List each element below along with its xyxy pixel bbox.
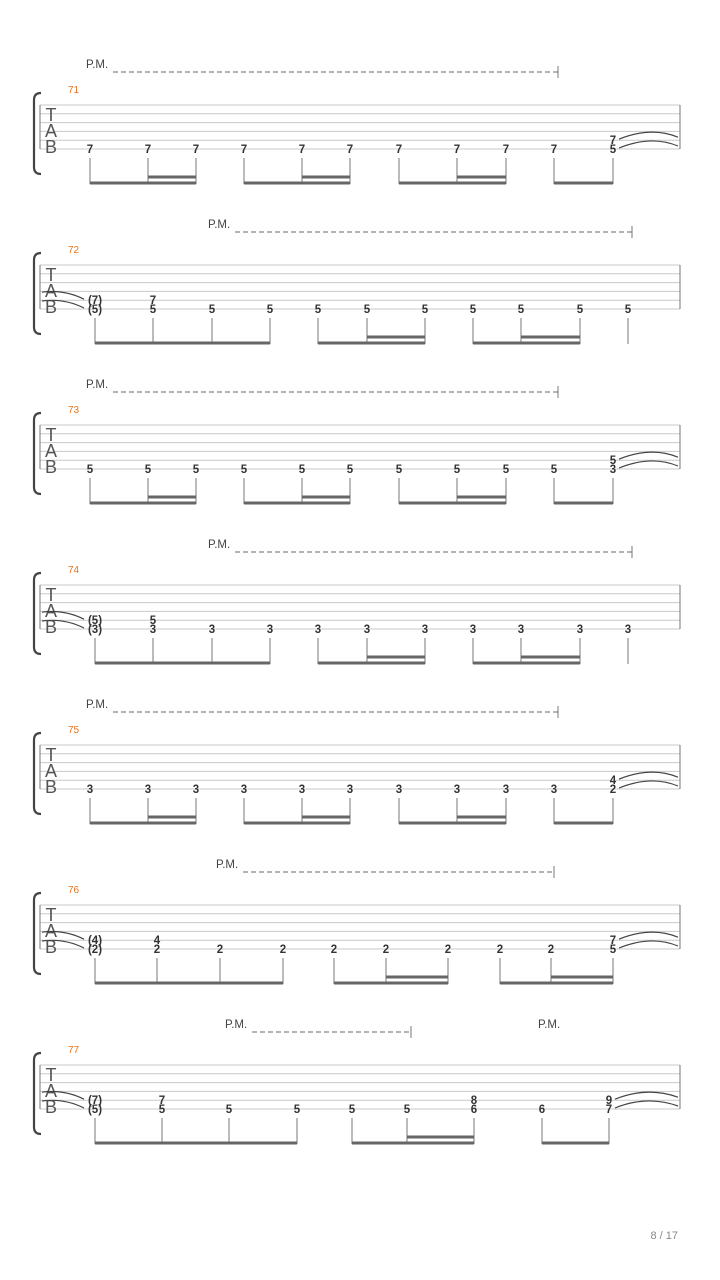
- bar-number: 72: [68, 245, 80, 256]
- tab-clef-T: T: [45, 1065, 57, 1085]
- fret-number: 4: [153, 935, 161, 948]
- fret-number: 7: [86, 144, 94, 156]
- fret-number: 7: [609, 935, 617, 948]
- tab-system-71: [34, 59, 680, 184]
- tie-out: [619, 932, 678, 939]
- tie-out: [619, 781, 678, 788]
- fret-number: 3: [266, 624, 274, 636]
- fret-number: 2: [496, 944, 504, 956]
- fret-number: 5: [348, 1104, 356, 1116]
- fret-number: 6: [470, 1104, 478, 1116]
- fret-number: 3: [240, 784, 248, 796]
- tab-system-75: [34, 699, 680, 824]
- fret-number: 7: [609, 135, 617, 148]
- fret-number: (4): [87, 935, 103, 948]
- tab-system-77: [34, 1019, 680, 1144]
- fret-number: 5: [149, 304, 157, 316]
- tab-clef-B: B: [44, 617, 58, 637]
- fret-number: (5): [87, 304, 103, 316]
- fret-number: 5: [469, 304, 477, 316]
- fret-number: 5: [624, 304, 632, 316]
- fret-number: 4: [609, 775, 617, 788]
- tab-clef-A: A: [44, 761, 58, 781]
- fret-number: 7: [158, 1095, 166, 1108]
- tab-system-74: [34, 539, 680, 664]
- fret-number: 7: [346, 144, 354, 156]
- fret-number: 3: [453, 784, 461, 796]
- fret-number: 5: [395, 464, 403, 476]
- fret-number: 3: [192, 784, 200, 796]
- tab-clef-T: T: [45, 585, 57, 605]
- tie-out: [619, 941, 678, 948]
- tab-clef-B: B: [44, 297, 58, 317]
- fret-number: 7: [144, 144, 152, 156]
- tab-clef-B: B: [44, 937, 58, 957]
- tie-out: [619, 132, 678, 139]
- tie-out: [619, 772, 678, 779]
- tie-out: [619, 141, 678, 148]
- tie-out: [615, 1101, 678, 1108]
- fret-number: 6: [538, 1104, 546, 1116]
- fret-number: 3: [149, 624, 157, 636]
- bar-number: 74: [68, 565, 80, 576]
- fret-number: 5: [86, 464, 94, 476]
- fret-number: 3: [208, 624, 216, 636]
- palm-mute-label: P.M.: [208, 219, 231, 231]
- fret-number: 3: [395, 784, 403, 796]
- tab-clef-A: A: [44, 601, 58, 621]
- tab-clef-T: T: [45, 745, 57, 765]
- fret-number: 5: [517, 304, 525, 316]
- fret-number: 5: [576, 304, 584, 316]
- fret-number: 7: [605, 1104, 613, 1116]
- fret-number: 3: [609, 464, 617, 476]
- tab-clef-B: B: [44, 457, 58, 477]
- fret-number: 5: [225, 1104, 233, 1116]
- palm-mute-label: P.M.: [216, 859, 239, 871]
- fret-number: 5: [403, 1104, 411, 1116]
- fret-number: (5): [87, 1104, 103, 1116]
- fret-number: 3: [469, 624, 477, 636]
- fret-number: (7): [87, 1095, 103, 1108]
- fret-number: 3: [624, 624, 632, 636]
- fret-number: 7: [395, 144, 403, 156]
- fret-number: 3: [86, 784, 94, 796]
- fret-number: (7): [87, 295, 103, 308]
- fret-number: 5: [208, 304, 216, 316]
- fret-number: 3: [314, 624, 322, 636]
- fret-number: 7: [550, 144, 558, 156]
- bar-number: 73: [68, 405, 80, 416]
- fret-number: 2: [216, 944, 224, 956]
- fret-number: 3: [550, 784, 558, 796]
- fret-number: 3: [346, 784, 354, 796]
- tab-clef-T: T: [45, 105, 57, 125]
- tab-system-72: [34, 219, 680, 344]
- tab-clef-A: A: [44, 121, 58, 141]
- fret-number: 5: [293, 1104, 301, 1116]
- tie-out: [619, 452, 678, 459]
- tab-system-73: [34, 379, 680, 504]
- fret-number: 5: [453, 464, 461, 476]
- fret-number: 8: [470, 1095, 478, 1108]
- fret-number: 5: [609, 944, 617, 956]
- palm-mute-label: P.M.: [208, 539, 231, 551]
- fret-number: 5: [298, 464, 306, 476]
- fret-number: 5: [609, 455, 617, 468]
- fret-number: 3: [517, 624, 525, 636]
- tab-clef-B: B: [44, 1097, 58, 1117]
- fret-number: 5: [421, 304, 429, 316]
- fret-number: (5): [87, 615, 103, 628]
- tab-clef-T: T: [45, 425, 57, 445]
- tab-clef-T: T: [45, 905, 57, 925]
- bar-number: 77: [68, 1045, 80, 1056]
- palm-mute-label: P.M.: [86, 59, 109, 71]
- fret-number: 5: [363, 304, 371, 316]
- fret-number: 7: [240, 144, 248, 156]
- tab-clef-A: A: [44, 1081, 58, 1101]
- tab-system-76: [34, 859, 680, 984]
- tab-clef-A: A: [44, 441, 58, 461]
- fret-number: 5: [346, 464, 354, 476]
- fret-number: 9: [605, 1095, 613, 1108]
- tab-clef-A: A: [44, 921, 58, 941]
- palm-mute-label: P.M.: [538, 1019, 561, 1031]
- tab-clef-B: B: [44, 777, 58, 797]
- fret-number: 5: [144, 464, 152, 476]
- fret-number: (3): [87, 624, 103, 636]
- fret-number: 7: [192, 144, 200, 156]
- fret-number: 2: [609, 784, 617, 796]
- fret-number: 3: [144, 784, 152, 796]
- fret-number: 5: [158, 1104, 166, 1116]
- fret-number: 2: [330, 944, 338, 956]
- fret-number: (2): [87, 944, 103, 956]
- tab-clef-T: T: [45, 265, 57, 285]
- fret-number: 5: [240, 464, 248, 476]
- fret-number: 3: [502, 784, 510, 796]
- fret-number: 3: [421, 624, 429, 636]
- fret-number: 3: [576, 624, 584, 636]
- fret-number: 5: [149, 615, 157, 628]
- fret-number: 7: [298, 144, 306, 156]
- fret-number: 2: [547, 944, 555, 956]
- palm-mute-label: P.M.: [86, 699, 109, 711]
- tab-clef-A: A: [44, 281, 58, 301]
- fret-number: 3: [363, 624, 371, 636]
- palm-mute-label: P.M.: [225, 1019, 248, 1031]
- bar-number: 76: [68, 885, 80, 896]
- fret-number: 7: [453, 144, 461, 156]
- fret-number: 2: [279, 944, 287, 956]
- fret-number: 2: [382, 944, 390, 956]
- tie-out: [615, 1092, 678, 1099]
- fret-number: 5: [550, 464, 558, 476]
- fret-number: 2: [153, 944, 161, 956]
- page-number: 8 / 17: [650, 1230, 678, 1242]
- fret-number: 2: [444, 944, 452, 956]
- bar-number: 71: [68, 85, 80, 96]
- bar-number: 75: [68, 725, 80, 736]
- fret-number: 7: [502, 144, 510, 156]
- fret-number: 7: [149, 295, 157, 308]
- tab-clef-B: B: [44, 137, 58, 157]
- fret-number: 5: [192, 464, 200, 476]
- fret-number: 5: [266, 304, 274, 316]
- fret-number: 5: [314, 304, 322, 316]
- fret-number: 5: [502, 464, 510, 476]
- fret-number: 3: [298, 784, 306, 796]
- palm-mute-label: P.M.: [86, 379, 109, 391]
- fret-number: 5: [609, 144, 617, 156]
- tie-out: [619, 461, 678, 468]
